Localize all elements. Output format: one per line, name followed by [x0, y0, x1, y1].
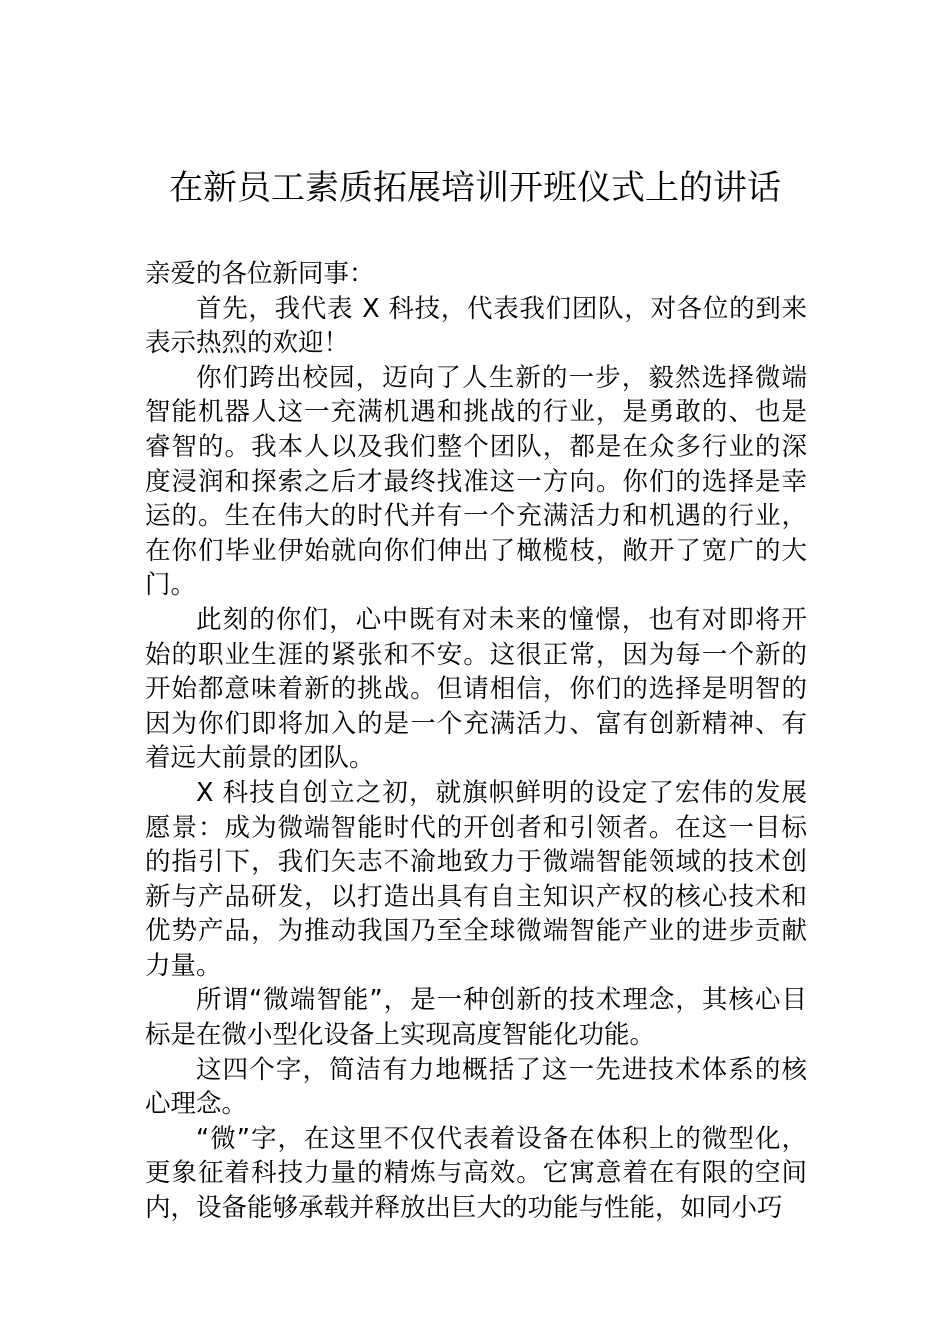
greeting-paragraph: 亲爱的各位新同事： [145, 259, 375, 289]
paragraph-feelings: 此刻的你们，心中既有对未来的憧憬，也有对即将开始的职业生涯的紧张和不安。这很正常，因为每一个新的开始都意味着新的挑战。但请相信，你们的选择是明智的因为你们即将加入的是一个充满活力、富有创新精神、有着远大前景的团队。 [145, 604, 807, 774]
paragraph-four-characters: 这四个字，简洁有力地概括了这一先进技术体系的核心理念。 [145, 1054, 807, 1120]
paragraph-welcome: 首先，我代表 X 科技，代表我们团队，对各位的到来表示热烈的欢迎！ [145, 293, 807, 359]
paragraph-definition: 所谓“微端智能”，是一种创新的技术理念，其核心目标是在微小型化设备上实现高度智能化功能。 [145, 985, 807, 1051]
paragraph-micro: “微”字，在这里不仅代表着设备在体积上的微型化，更象征着科技力量的精炼与高效。它寓意着在有限的空间内，设备能够承载并释放出巨大的功能与性能，如同小巧 [145, 1123, 807, 1224]
document-body [145, 257, 807, 1226]
document-title: 在新员工素质拓展培训开班仪式上的讲话 [169, 168, 781, 208]
paragraph-vision: X 科技自创立之初，就旗帜鲜明的设定了宏伟的发展愿景：成为微端智能时代的开创者和引领者。在这一目标的指引下，我们矢志不渝地致力于微端智能领域的技术创新与产品研发，以打造出具有自主知识产权的核心技术和优势产品，为推动我国乃至全球微端智能产业的进步贡献力量。 [145, 777, 807, 981]
paragraph-career-choice: 你们跨出校园，迈向了人生新的一步，毅然选择微端智能机器人这一充满机遇和挑战的行业，是勇敢的、也是睿智的。我本人以及我们整个团队，都是在众多行业的深度浸润和探索之后才最终找准这一方向。你们的选择是幸运的。生在伟大的时代并有一个充满活力和机遇的行业，在你们毕业伊始就向你们伸出了橄榄枝，敞开了宽广的大门。 [145, 362, 807, 601]
